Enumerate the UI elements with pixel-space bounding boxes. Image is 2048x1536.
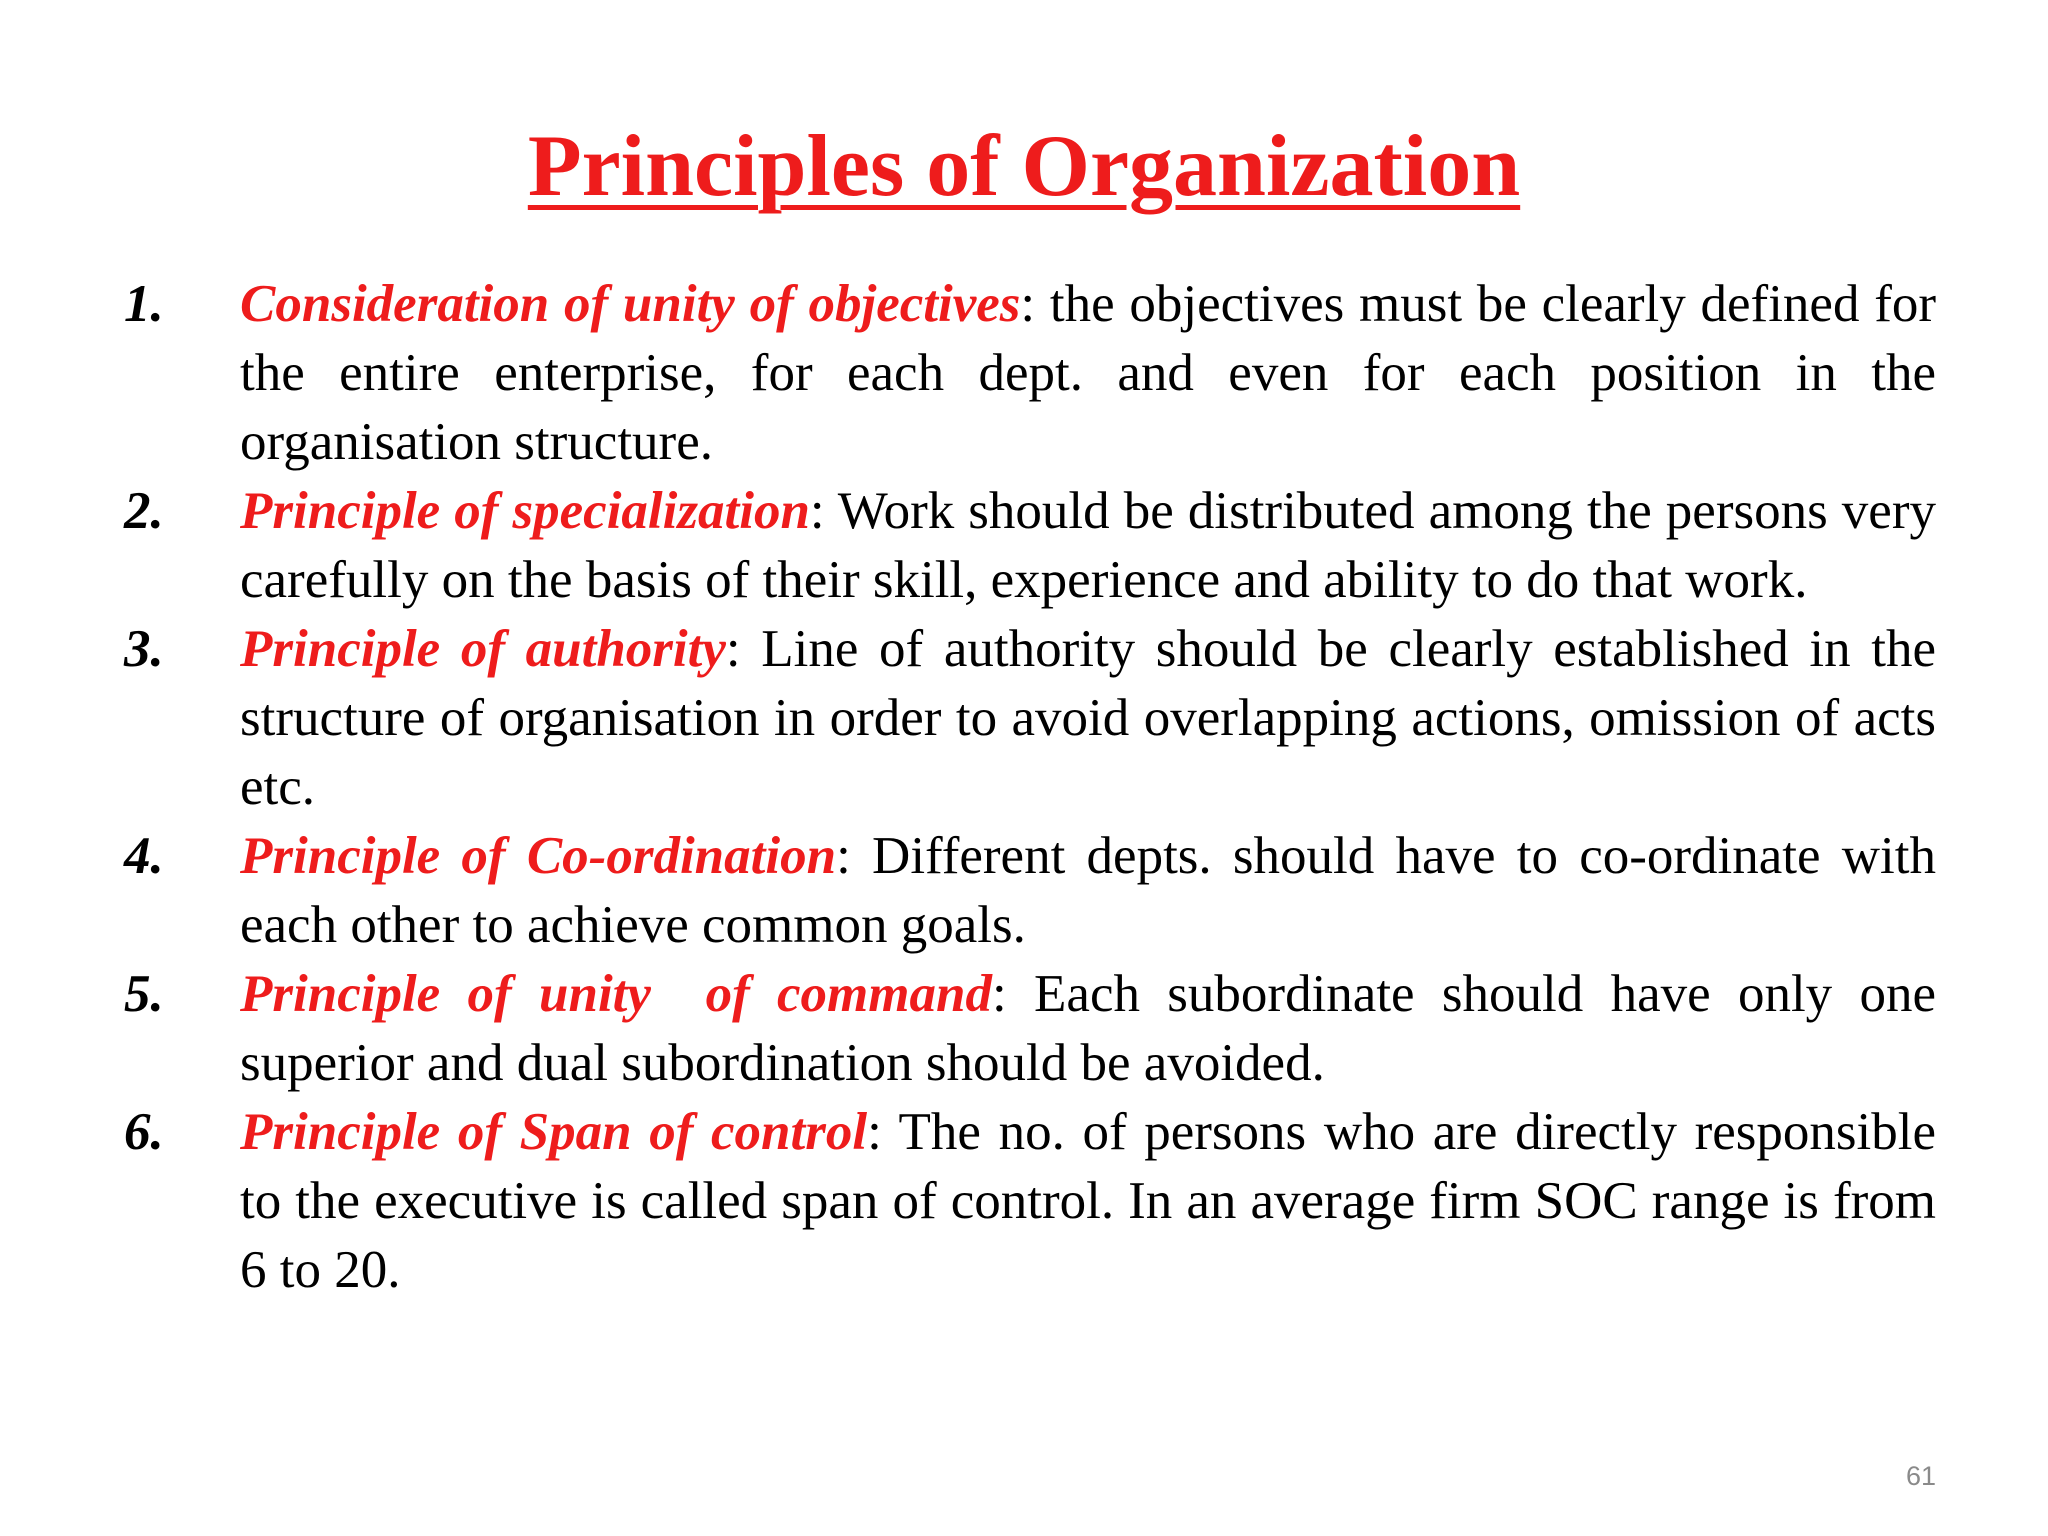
item-text — [240, 960, 1936, 1098]
item-number: 2. — [124, 482, 164, 540]
list-item — [124, 960, 1936, 1098]
item-separator: : — [809, 482, 825, 540]
item-description: Work should be distributed among the persons very carefully on the basis of their skill, experience and ability to do that work. — [240, 482, 1936, 609]
item-term: Principle of Co-ordination — [240, 827, 837, 885]
list-item — [124, 477, 1936, 615]
item-separator: : — [836, 827, 851, 885]
item-text — [240, 822, 1936, 960]
item-term: Principle of Span of control — [240, 1103, 868, 1161]
item-term: Consideration of unity of objectives — [240, 275, 1021, 333]
item-separator: : — [1020, 275, 1036, 333]
slide-title: Principles of Organization — [527, 118, 1521, 215]
item-text — [240, 270, 1936, 477]
list-item — [124, 615, 1936, 822]
item-description: the objectives must be clearly defined for the entire enterprise, for each dept. and even for each position in the organisation structure. — [240, 275, 1936, 471]
page-number: 61 — [1905, 1461, 1936, 1491]
item-number: 1. — [124, 275, 164, 333]
item-separator: : — [725, 620, 741, 678]
list-item — [124, 270, 1936, 477]
item-term: Principle of authority — [240, 620, 726, 678]
item-description: Line of authority should be clearly established in the structure of organisation in order to avoid overlapping actions, omission of acts etc. — [240, 620, 1936, 816]
item-text — [240, 615, 1936, 822]
principles-list — [124, 270, 1936, 1305]
item-number: 3. — [124, 620, 164, 678]
item-number: 4. — [124, 827, 164, 885]
item-separator: : — [867, 1103, 882, 1161]
item-term: Principle of unity of command — [240, 965, 992, 1023]
item-number: 6. — [124, 1103, 164, 1161]
item-description: The no. of persons who are directly responsible to the executive is called span of control. In an average firm SOC range is from 6 to 20. — [240, 1103, 1936, 1299]
item-text — [240, 477, 1936, 615]
item-description: Different depts. should have to co-ordinate with each other to achieve common goals. — [240, 827, 1936, 954]
item-term: Principle of specialization — [240, 482, 810, 540]
item-number: 5. — [124, 965, 164, 1023]
list-item — [124, 822, 1936, 960]
item-separator: : — [992, 965, 1007, 1023]
item-description: Each subordinate should have only one superior and dual subordination should be avoided. — [240, 965, 1937, 1092]
list-item — [124, 1098, 1936, 1305]
item-text — [240, 1098, 1936, 1305]
